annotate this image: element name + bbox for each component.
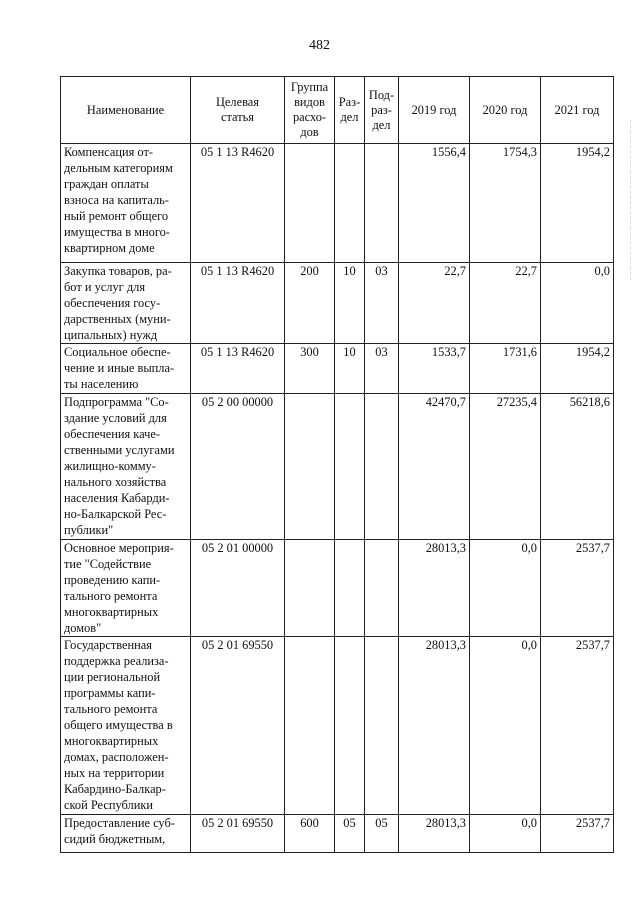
cell-name-line: тального ремонта bbox=[64, 702, 158, 716]
cell-2020: 0,0 bbox=[470, 815, 541, 853]
cell-2019: 28013,3 bbox=[399, 637, 470, 815]
header-line: Целевая bbox=[215, 95, 260, 109]
cell-group bbox=[285, 637, 335, 815]
cell-name-line: дарственных (муни- bbox=[64, 312, 171, 326]
cell-section bbox=[335, 540, 365, 637]
cell-subsection: 03 bbox=[365, 344, 399, 394]
cell-group: 600 bbox=[285, 815, 335, 853]
table-row bbox=[61, 263, 614, 344]
cell-name bbox=[61, 344, 191, 394]
cell-2021: 2537,7 bbox=[541, 815, 614, 853]
cell-group: 300 bbox=[285, 344, 335, 394]
header-line: Наименование bbox=[86, 102, 165, 117]
cell-name-line: Подпрограмма "Со- bbox=[64, 395, 169, 409]
page-number: 482 bbox=[309, 38, 330, 53]
cell-name-line: но-Балкарской Рес- bbox=[64, 507, 167, 521]
table-row bbox=[61, 540, 614, 637]
cell-name-line: обеспечения каче- bbox=[64, 427, 160, 441]
cell-subsection bbox=[365, 394, 399, 540]
cell-name-line: Предоставление суб- bbox=[64, 816, 175, 830]
cell-2021: 0,0 bbox=[541, 263, 614, 344]
cell-name bbox=[61, 394, 191, 540]
cell-2020: 1754,3 bbox=[470, 144, 541, 263]
cell-name-line: Государственная bbox=[64, 638, 152, 652]
cell-2021: 1954,2 bbox=[541, 344, 614, 394]
cell-2019: 42470,7 bbox=[399, 394, 470, 540]
header-line: дел bbox=[372, 117, 391, 132]
cell-name-line: взноса на капиталь- bbox=[64, 193, 169, 207]
header-line: дов bbox=[300, 125, 319, 139]
cell-target: 05 2 00 00000 bbox=[191, 394, 285, 540]
cell-name bbox=[61, 540, 191, 637]
cell-group bbox=[285, 144, 335, 263]
cell-name-line: квартирном доме bbox=[64, 241, 155, 255]
cell-section: 10 bbox=[335, 344, 365, 394]
cell-name-line: ты населению bbox=[64, 377, 139, 391]
cell-subsection: 05 bbox=[365, 815, 399, 853]
cell-section bbox=[335, 144, 365, 263]
header-line: видов bbox=[294, 95, 325, 109]
cell-name-line: тального ремонта bbox=[64, 589, 158, 603]
cell-2021: 2537,7 bbox=[541, 540, 614, 637]
cell-name-line: Основное мероприя- bbox=[64, 541, 174, 555]
cell-target: 05 2 01 69550 bbox=[191, 637, 285, 815]
table-header-row bbox=[61, 77, 614, 144]
cell-target: 05 1 13 R4620 bbox=[191, 263, 285, 344]
cell-name-line: чение и иные выпла- bbox=[64, 361, 175, 375]
cell-name-line: обеспечения госу- bbox=[64, 296, 161, 310]
cell-2021: 1954,2 bbox=[541, 144, 614, 263]
cell-name-line: ципальных) нужд bbox=[64, 328, 158, 342]
table-body bbox=[61, 144, 614, 853]
cell-name-line: программы капи- bbox=[64, 686, 156, 700]
cell-name-line: проведению капи- bbox=[64, 573, 161, 587]
cell-name-line: ных на территории bbox=[64, 766, 165, 780]
cell-section: 05 bbox=[335, 815, 365, 853]
header-2021 bbox=[541, 77, 614, 144]
cell-name-line: дельным категориям bbox=[64, 161, 173, 175]
header-line: раз- bbox=[371, 102, 392, 117]
cell-target: 05 2 01 69550 bbox=[191, 815, 285, 853]
cell-name bbox=[61, 815, 191, 853]
cell-subsection: 03 bbox=[365, 263, 399, 344]
cell-2019: 1533,7 bbox=[399, 344, 470, 394]
table-row bbox=[61, 144, 614, 263]
header-line: Под- bbox=[368, 87, 395, 102]
cell-2019: 28013,3 bbox=[399, 540, 470, 637]
header-line: Раз- bbox=[338, 95, 361, 109]
cell-name bbox=[61, 637, 191, 815]
header-name bbox=[61, 77, 191, 144]
cell-name-line: нального хозяйства bbox=[64, 475, 167, 489]
cell-name-line: ской Республики bbox=[64, 798, 153, 812]
cell-section bbox=[335, 637, 365, 815]
cell-name-line: граждан оплаты bbox=[64, 177, 149, 191]
cell-2021: 56218,6 bbox=[541, 394, 614, 540]
header-subsection bbox=[365, 77, 399, 144]
cell-target: 05 1 13 R4620 bbox=[191, 144, 285, 263]
header-2020 bbox=[470, 77, 541, 144]
header-line: 2019 год bbox=[411, 102, 457, 117]
cell-subsection bbox=[365, 637, 399, 815]
cell-name bbox=[61, 263, 191, 344]
cell-name-line: домов" bbox=[64, 621, 102, 635]
table-row bbox=[61, 815, 614, 853]
cell-name-line: имущества в много- bbox=[64, 225, 170, 239]
cell-section bbox=[335, 394, 365, 540]
cell-name-line: Кабардино-Балкар- bbox=[64, 782, 166, 796]
cell-name-line: Компенсация от- bbox=[64, 145, 153, 159]
cell-2020: 0,0 bbox=[470, 637, 541, 815]
cell-name-line: жилищно-комму- bbox=[64, 459, 156, 473]
scan-edge-mark bbox=[628, 120, 631, 280]
budget-table bbox=[60, 76, 614, 853]
header-line: 2020 год bbox=[482, 102, 528, 117]
cell-name-line: бот и услуг для bbox=[64, 280, 146, 294]
table-row bbox=[61, 344, 614, 394]
cell-name bbox=[61, 144, 191, 263]
header-target bbox=[191, 77, 285, 144]
header-group bbox=[285, 77, 335, 144]
cell-2020: 27235,4 bbox=[470, 394, 541, 540]
cell-2021: 2537,7 bbox=[541, 637, 614, 815]
cell-name-line: домах, расположен- bbox=[64, 750, 169, 764]
cell-2020: 22,7 bbox=[470, 263, 541, 344]
cell-target: 05 2 01 00000 bbox=[191, 540, 285, 637]
cell-2019: 1556,4 bbox=[399, 144, 470, 263]
header-line: расхо- bbox=[292, 110, 327, 124]
cell-name-line: сидий бюджетным, bbox=[64, 832, 166, 846]
cell-name-line: здание условий для bbox=[64, 411, 167, 425]
cell-subsection bbox=[365, 144, 399, 263]
cell-name-line: общего имущества в bbox=[64, 718, 173, 732]
header-line: статья bbox=[220, 110, 254, 124]
table-row bbox=[61, 637, 614, 815]
cell-name-line: многоквартирных bbox=[64, 605, 159, 619]
cell-2020: 1731,6 bbox=[470, 344, 541, 394]
cell-name-line: ции региональной bbox=[64, 670, 161, 684]
header-section bbox=[335, 77, 365, 144]
header-line: дел bbox=[340, 110, 359, 124]
cell-target: 05 1 13 R4620 bbox=[191, 344, 285, 394]
cell-2020: 0,0 bbox=[470, 540, 541, 637]
header-line: 2021 год bbox=[554, 102, 600, 117]
cell-group: 200 bbox=[285, 263, 335, 344]
cell-name-line: публики" bbox=[64, 523, 114, 537]
cell-name-line: Закупка товаров, ра- bbox=[64, 264, 172, 278]
cell-section: 10 bbox=[335, 263, 365, 344]
cell-name-line: поддержка реализа- bbox=[64, 654, 169, 668]
header-line: Группа bbox=[290, 80, 329, 94]
cell-subsection bbox=[365, 540, 399, 637]
cell-name-line: населения Кабарди- bbox=[64, 491, 170, 505]
cell-group bbox=[285, 394, 335, 540]
cell-name-line: тие "Содействие bbox=[64, 557, 152, 571]
header-2019 bbox=[399, 77, 470, 144]
cell-name-line: многоквартирных bbox=[64, 734, 159, 748]
cell-2019: 22,7 bbox=[399, 263, 470, 344]
cell-name-line: ственными услугами bbox=[64, 443, 175, 457]
cell-group bbox=[285, 540, 335, 637]
cell-name-line: ный ремонт общего bbox=[64, 209, 169, 223]
table-row bbox=[61, 394, 614, 540]
cell-2019: 28013,3 bbox=[399, 815, 470, 853]
cell-name-line: Социальное обеспе- bbox=[64, 345, 171, 359]
